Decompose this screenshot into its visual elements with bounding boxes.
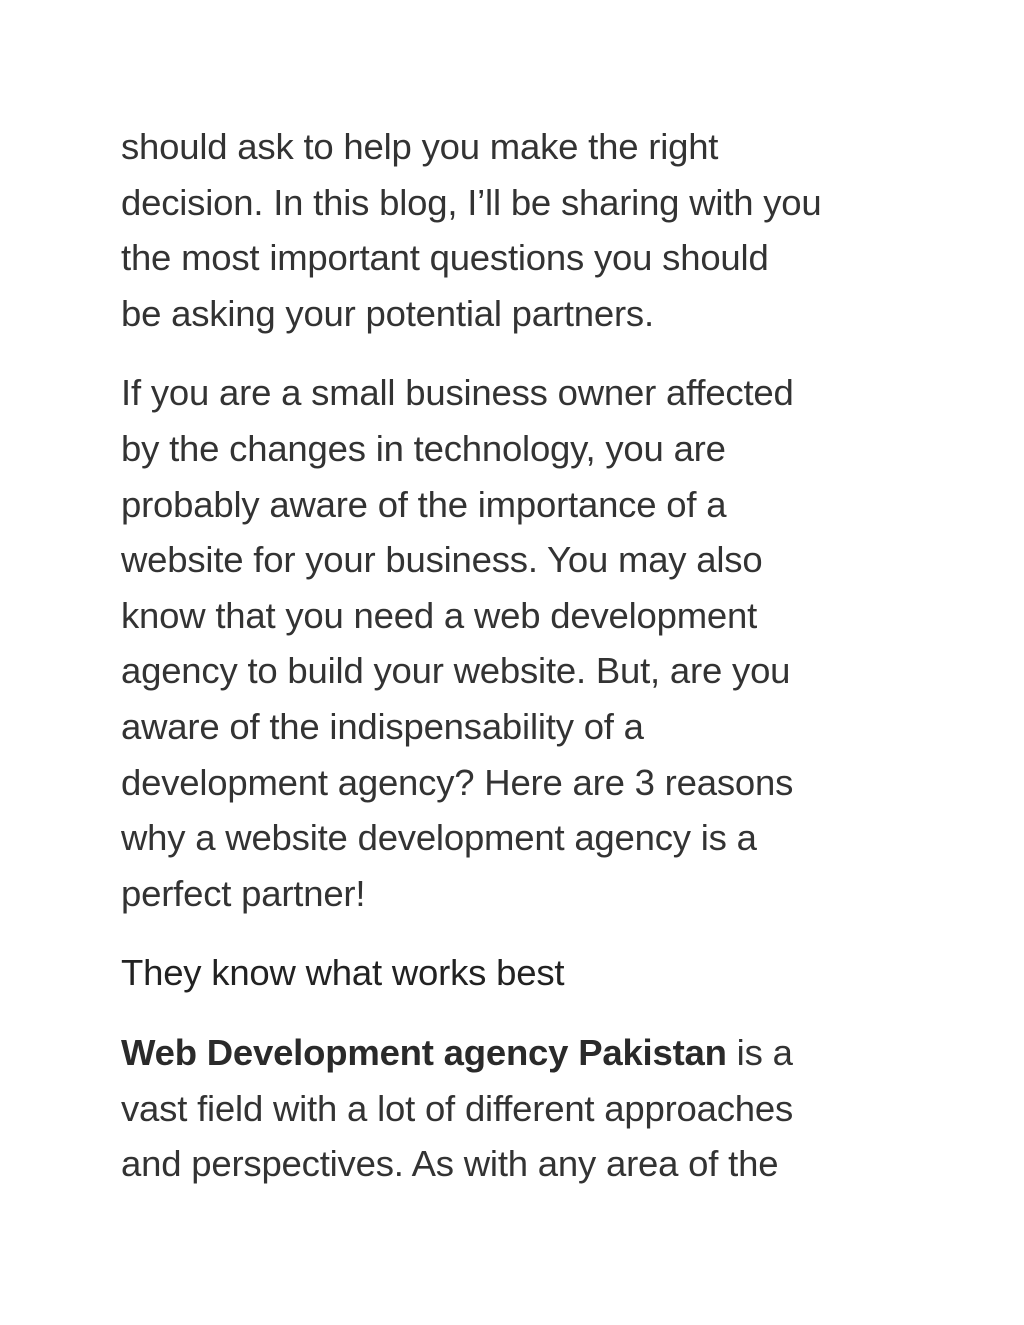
paragraph-line: should ask to help you make the right xyxy=(121,126,719,167)
paragraph-line: the most important questions you should xyxy=(121,237,769,279)
small-business-paragraph xyxy=(121,365,911,921)
bold-lead-text: Web Development agency Pakistan xyxy=(121,1031,727,1073)
intro-paragraph xyxy=(121,119,911,341)
paragraph-line: development agency? Here are 3 reasons xyxy=(121,761,794,803)
paragraph-line: If you are a small business owner affected xyxy=(121,372,794,414)
subheading-text: They know what works best xyxy=(121,952,565,994)
paragraph-line: aware of the indispensability of a xyxy=(121,705,644,747)
paragraph-line: website for your business. You may also xyxy=(121,539,763,581)
paragraph-line: vast field with a lot of different approaches xyxy=(121,1087,794,1129)
paragraph-line: why a website development agency is a xyxy=(121,817,757,859)
paragraph-line: probably aware of the importance of a xyxy=(121,483,727,525)
paragraph-line: perfect partner! xyxy=(121,872,366,914)
paragraph-line: know that you need a web development xyxy=(121,594,758,636)
document-body xyxy=(121,119,911,1216)
paragraph-line: by the changes in technology, you are xyxy=(121,427,726,469)
lead-line-rest: is a xyxy=(726,1031,793,1073)
paragraph-line: agency to build your website. But, are you xyxy=(121,650,791,692)
paragraph-line xyxy=(121,1025,911,1081)
section-subheading xyxy=(121,945,911,1001)
paragraph-line: decision. In this blog, I’ll be sharing with you xyxy=(121,181,822,223)
paragraph-line: be asking your potential partners. xyxy=(121,292,654,334)
paragraph-line: and perspectives. As with any area of the xyxy=(121,1143,779,1185)
agency-paragraph xyxy=(121,1025,911,1192)
